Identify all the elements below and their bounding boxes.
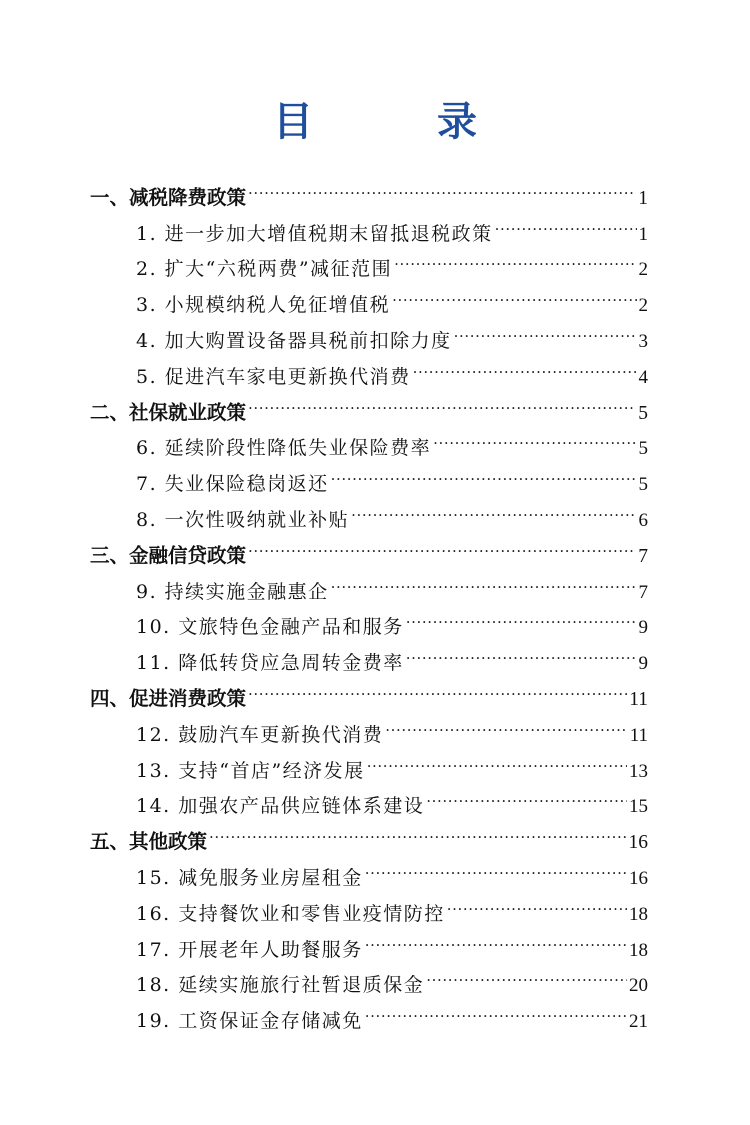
toc-page-number: 5 (638, 402, 648, 424)
toc-entry-title: 一、减税降费政策 (90, 185, 247, 209)
dot-leader (454, 311, 637, 347)
dot-leader (426, 956, 627, 992)
toc-entry-title: 6. 延续阶段性降低失业保险费率 (136, 437, 432, 460)
toc-page-number: 21 (629, 1011, 648, 1033)
toc-entry-title: 15. 减免服务业房屋租金 (136, 866, 363, 889)
toc-page-number: 7 (638, 581, 648, 603)
toc-entry-title: 四、促进消费政策 (90, 686, 247, 710)
toc-entry-title: 1. 进一步加大增值税期末留抵退税政策 (136, 222, 493, 245)
page-title: 目 录 (273, 98, 519, 145)
toc-page-number: 11 (629, 688, 648, 710)
toc-page-number: 9 (638, 653, 648, 675)
toc-page-number: 1 (638, 187, 648, 209)
toc-entry-title: 12. 鼓励汽车更新换代消费 (136, 723, 384, 746)
toc-section-entry[interactable] (90, 168, 648, 209)
dot-leader (392, 275, 636, 311)
dot-leader (331, 562, 637, 598)
dot-leader (248, 526, 636, 562)
dot-leader (394, 240, 636, 276)
toc-entry-title: 7. 失业保险稳岗返还 (136, 473, 329, 496)
dot-leader (433, 419, 636, 455)
toc-entry-title: 三、金融信贷政策 (90, 543, 247, 567)
toc-page-number: 18 (629, 903, 648, 925)
toc-page-number: 3 (638, 330, 648, 352)
toc-entry-title: 3. 小规模纳税人免征增值税 (136, 294, 391, 317)
toc-page-number: 1 (638, 223, 648, 245)
toc-page-number: 9 (638, 617, 648, 639)
toc-entry-title: 11. 降低转贷应急周转金费率 (136, 652, 404, 675)
toc-page-number: 5 (638, 438, 648, 460)
dot-leader (413, 347, 637, 383)
dot-leader (365, 920, 627, 956)
dot-leader (209, 812, 626, 848)
toc-entry-title: 16. 支持餐饮业和零售业疫情防控 (136, 902, 445, 925)
toc-page-number: 4 (638, 366, 648, 388)
toc-page-number: 2 (638, 259, 648, 281)
toc-entry-title: 2. 扩大“六税两费”减征范围 (136, 258, 393, 281)
toc-page-number: 6 (638, 509, 648, 531)
toc-page-number: 11 (629, 724, 648, 746)
toc-entry-title: 5. 促进汽车家电更新换代消费 (136, 365, 411, 388)
toc-entry-title: 4. 加大购置设备器具税前扣除力度 (136, 329, 452, 352)
toc-page-number: 18 (629, 939, 648, 961)
toc-entry-title: 8. 一次性吸纳就业补贴 (136, 508, 350, 531)
dot-leader (351, 490, 636, 526)
toc-page-number: 2 (638, 295, 648, 317)
dot-leader (248, 383, 636, 419)
toc-entry-title: 19. 工资保证金存储减免 (136, 1010, 363, 1033)
toc-page-number: 13 (629, 760, 648, 782)
toc-page-number: 16 (628, 832, 648, 854)
dot-leader (365, 991, 627, 1027)
toc-entry-title: 五、其他政策 (90, 830, 208, 854)
dot-leader (406, 598, 637, 634)
dot-leader (385, 705, 627, 741)
toc-page-number: 20 (629, 975, 648, 997)
toc-entry-title: 9. 持续实施金融惠企 (136, 580, 329, 603)
toc-page-number: 7 (638, 545, 648, 567)
dot-leader (447, 884, 627, 920)
toc-entry-title: 18. 延续实施旅行社暂退质保金 (136, 974, 425, 997)
toc-entry-title: 10. 文旅特色金融产品和服务 (136, 616, 404, 639)
toc-page-number: 16 (629, 867, 648, 889)
table-of-contents (90, 168, 648, 1033)
dot-leader (248, 669, 627, 705)
toc-entry-title: 14. 加强农产品供应链体系建设 (136, 795, 425, 818)
dot-leader (426, 777, 627, 813)
toc-entry-title: 17. 开展老年人助餐服务 (136, 938, 363, 961)
toc-entry-title: 二、社保就业政策 (90, 400, 247, 424)
dot-leader (406, 633, 637, 669)
toc-page-number: 15 (629, 796, 648, 818)
dot-leader (367, 741, 627, 777)
toc-page-number: 5 (638, 474, 648, 496)
dot-leader (365, 848, 627, 884)
dot-leader (495, 204, 637, 240)
toc-entry-title: 13. 支持“首店”经济发展 (136, 759, 365, 782)
dot-leader (331, 454, 637, 490)
dot-leader (248, 168, 636, 204)
